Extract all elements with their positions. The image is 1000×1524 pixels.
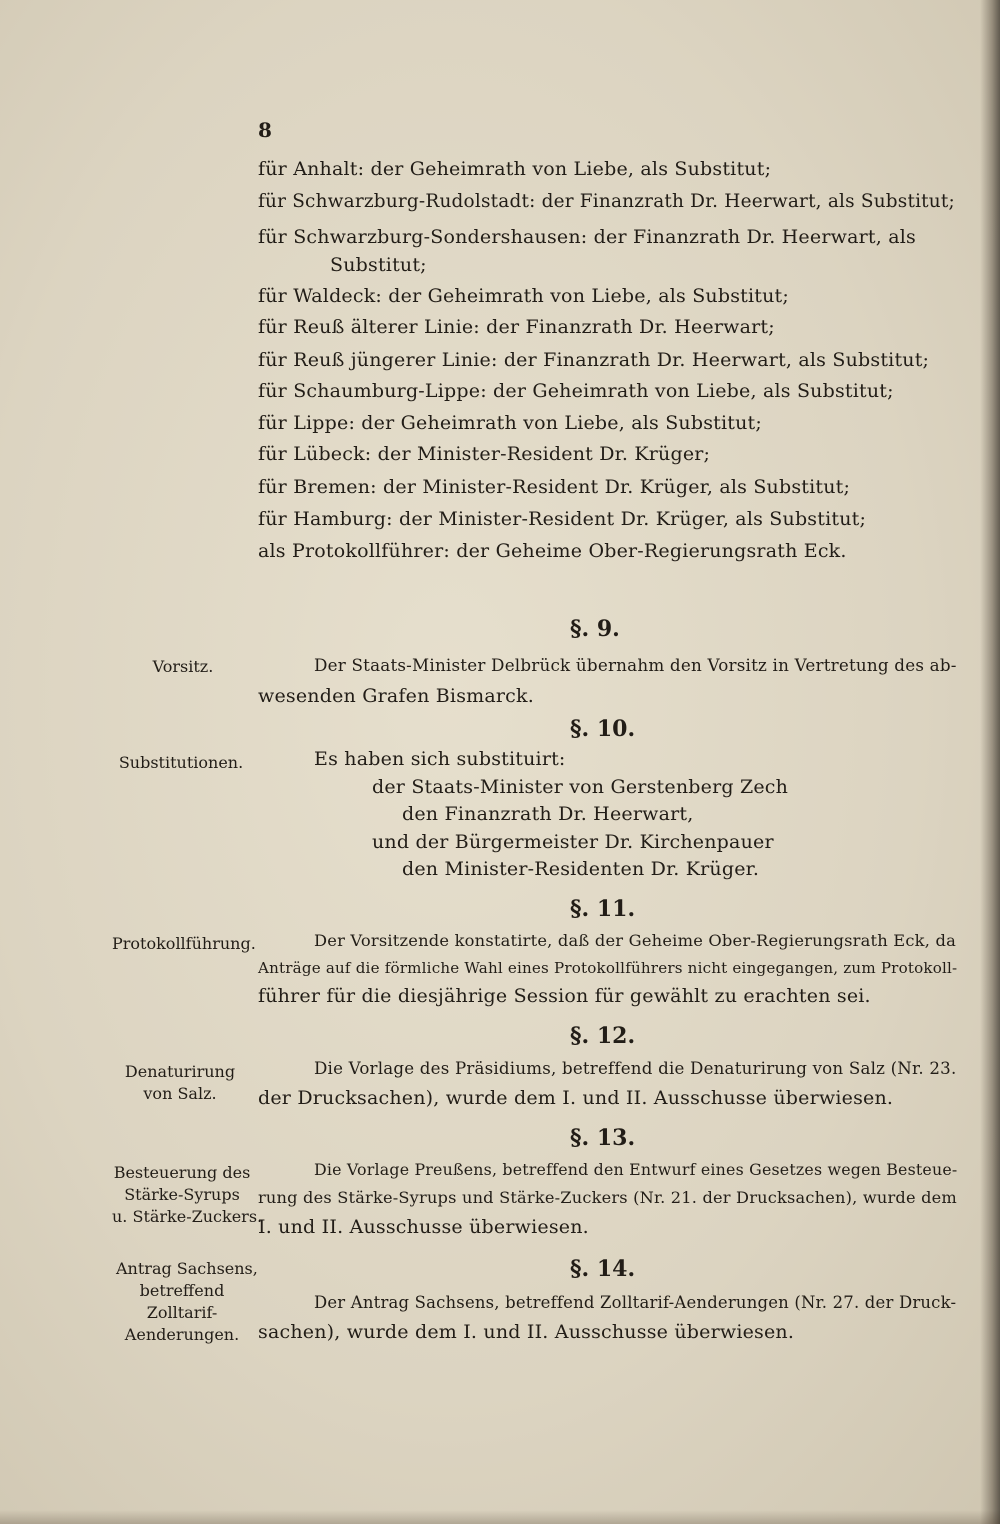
section-text-line: Der Vorsitzende konstatirte, daß der Geheime Ober-Regierungsrath Eck, da	[314, 931, 956, 950]
delegate-line: für Hamburg: der Minister-Resident Dr. Krüger, als Substitut;	[258, 508, 867, 530]
delegate-line: für Schaumburg-Lippe: der Geheimrath von Liebe, als Substitut;	[258, 380, 894, 402]
delegate-line: für Schwarzburg-Sondershausen: der Finanzrath Dr. Heerwart, als	[258, 226, 916, 248]
page-edge-shadow	[980, 0, 1000, 1524]
margin-note	[148, 656, 218, 678]
delegate-line: für Anhalt: der Geheimrath von Liebe, als Substitut;	[258, 158, 772, 180]
section-text-line: den Minister-Residenten Dr. Krüger.	[402, 858, 760, 880]
delegate-line: Substitut;	[330, 254, 427, 276]
margin-note-line: u. Stärke-Zuckers.	[112, 1207, 263, 1226]
section-heading: §. 9.	[570, 616, 620, 642]
section-text-line: Die Vorlage des Präsidiums, betreffend die Denaturirung von Salz (Nr. 23.	[314, 1059, 957, 1078]
section-text-line: Anträge auf die förmliche Wahl eines Protokollführers nicht eingegangen, zum Protokoll-	[258, 959, 958, 977]
section-heading: §. 11.	[570, 896, 636, 922]
margin-note-line: Antrag Sachsens,	[116, 1259, 258, 1278]
margin-note-line: von Salz.	[143, 1084, 217, 1103]
delegate-line: für Lippe: der Geheimrath von Liebe, als Substitut;	[258, 412, 762, 434]
protocol-keeper-line: als Protokollführer: der Geheime Ober-Regierungsrath Eck.	[258, 540, 847, 562]
delegate-line: für Reuß älterer Linie: der Finanzrath Dr. Heerwart;	[258, 316, 775, 338]
section-heading: §. 10.	[570, 716, 636, 742]
margin-note	[116, 1258, 258, 1346]
section-text-line: den Finanzrath Dr. Heerwart,	[402, 803, 694, 825]
section-text-line: führer für die diesjährige Session für gewählt zu erachten sei.	[258, 985, 871, 1007]
margin-note-line: Besteuerung des	[113, 1163, 251, 1182]
margin-note-line: Zolltarif-	[146, 1303, 218, 1322]
section-text-line: und der Bürgermeister Dr. Kirchenpauer	[372, 831, 774, 853]
delegate-line: für Bremen: der Minister-Resident Dr. Krüger, als Substitut;	[258, 476, 851, 498]
delegate-line: für Waldeck: der Geheimrath von Liebe, als Substitut;	[258, 285, 789, 307]
section-heading: §. 14.	[570, 1256, 636, 1282]
margin-note	[112, 933, 256, 955]
delegate-line: für Schwarzburg-Rudolstadt: der Finanzrath Dr. Heerwart, als Substitut;	[258, 191, 955, 212]
page-bottom-shadow	[0, 1510, 1000, 1524]
section-text-line: rung des Stärke-Syrups und Stärke-Zuckers (Nr. 21. der Drucksachen), wurde dem	[258, 1188, 957, 1207]
margin-note-line: Stärke-Syrups	[124, 1185, 240, 1204]
section-heading: §. 12.	[570, 1023, 636, 1049]
margin-note-line: Vorsitz.	[152, 657, 214, 676]
section-text-line: Der Staats-Minister Delbrück übernahm den Vorsitz in Vertretung des ab-	[314, 655, 957, 675]
section-text-line: Die Vorlage Preußens, betreffend den Entwurf eines Gesetzes wegen Besteue-	[314, 1160, 958, 1179]
margin-note-line: Protokollführung.	[112, 934, 256, 953]
section-text-line: der Staats-Minister von Gerstenberg Zech	[372, 776, 789, 798]
margin-note-line: Aenderungen.	[124, 1325, 240, 1344]
section-text-line: wesenden Grafen Bismarck.	[258, 685, 534, 707]
margin-note-line: Substitutionen.	[118, 753, 244, 772]
margin-note	[116, 752, 246, 774]
section-text-line: Es haben sich substituirt:	[314, 748, 566, 770]
section-text-line: der Drucksachen), wurde dem I. und II. Ausschusse überwiesen.	[258, 1087, 894, 1109]
margin-note-line: Denaturirung	[124, 1062, 236, 1081]
margin-note	[120, 1061, 240, 1105]
section-text-line: sachen), wurde dem I. und II. Ausschusse überwiesen.	[258, 1321, 795, 1343]
delegate-line: für Lübeck: der Minister-Resident Dr. Krüger;	[258, 443, 711, 465]
delegate-line: für Reuß jüngerer Linie: der Finanzrath Dr. Heerwart, als Substitut;	[258, 349, 930, 371]
page-number: 8	[258, 118, 272, 142]
section-text-line: Der Antrag Sachsens, betreffend Zolltarif-Aenderungen (Nr. 27. der Druck-	[314, 1293, 957, 1312]
section-text-line: I. und II. Ausschusse überwiesen.	[258, 1216, 589, 1238]
margin-note	[112, 1162, 263, 1228]
section-heading: §. 13.	[570, 1125, 636, 1151]
margin-note-line: betreffend	[139, 1281, 225, 1300]
